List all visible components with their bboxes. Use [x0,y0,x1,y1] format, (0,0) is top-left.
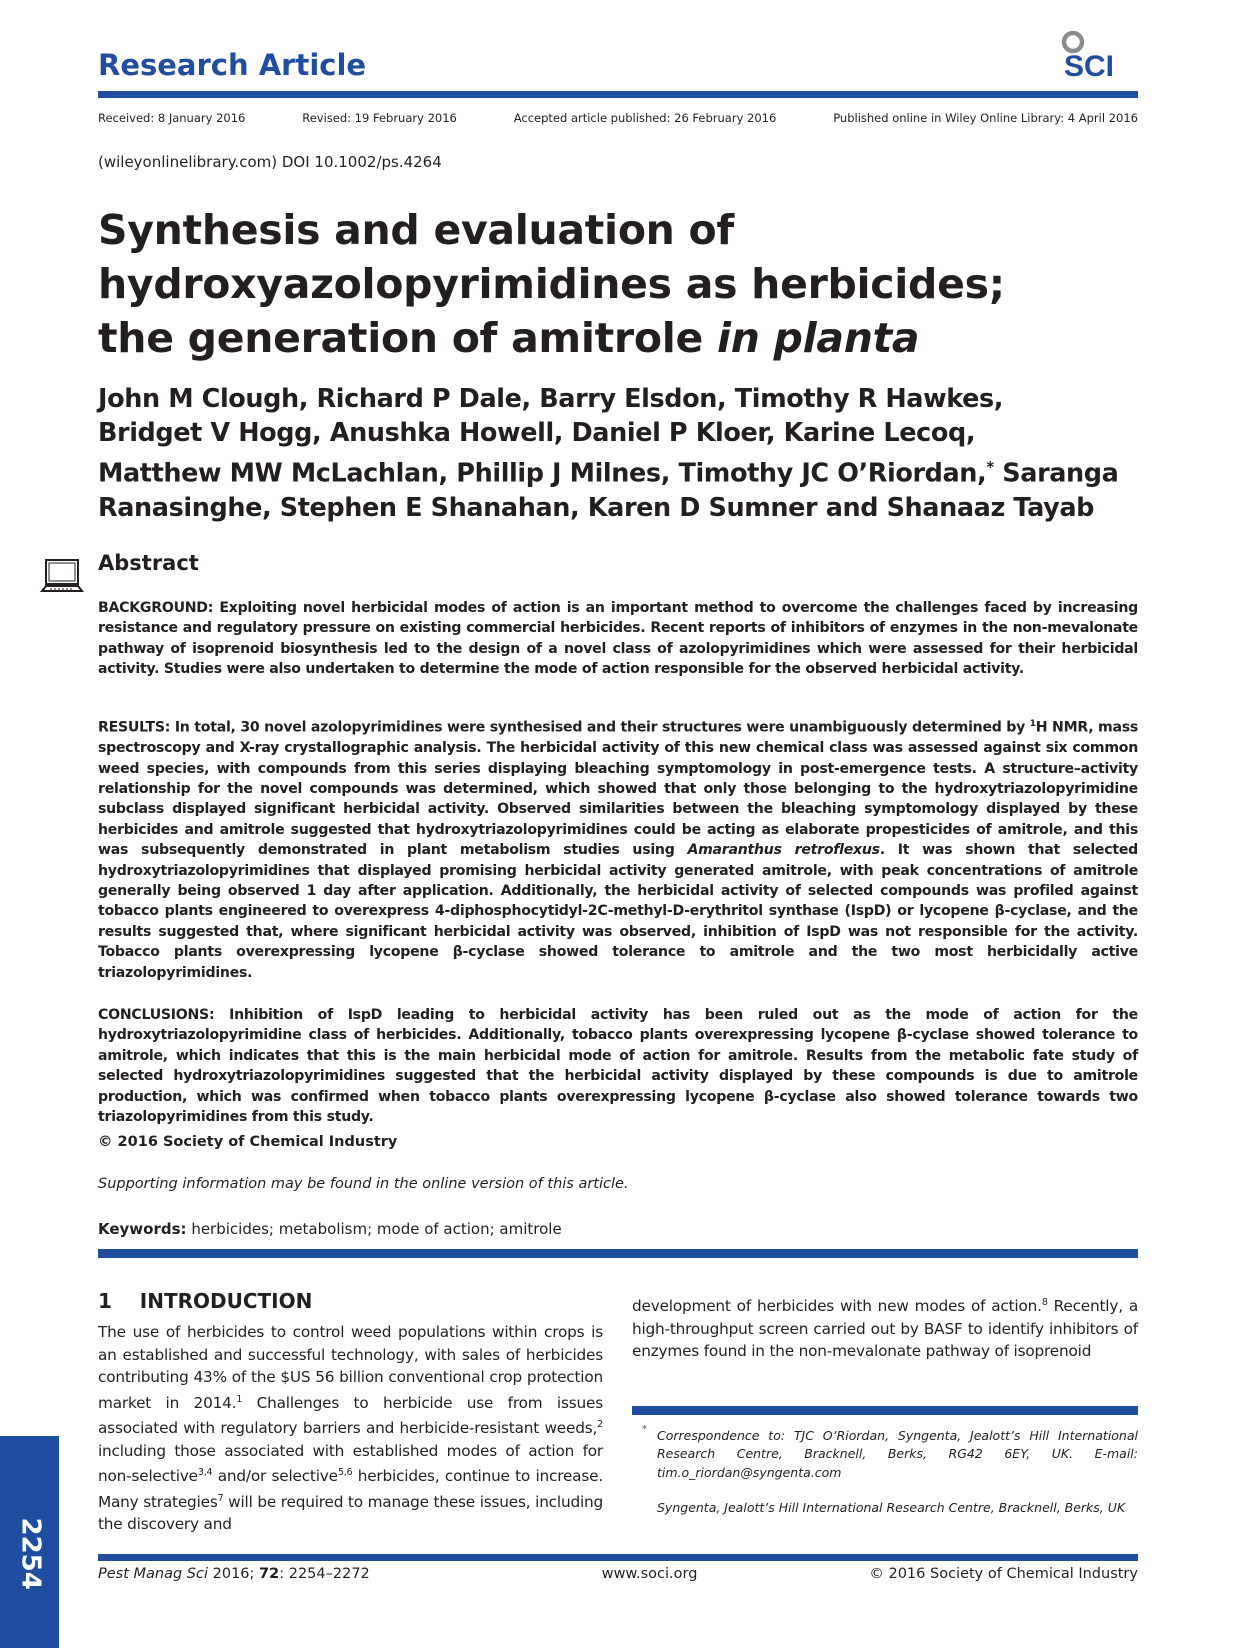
website-link[interactable]: www.soci.org [601,1566,698,1582]
title-line-1: Synthesis and evaluation of [98,206,734,254]
page-number: 2254 [15,1517,46,1590]
section-heading-introduction: 1 INTRODUCTION [98,1289,313,1313]
sci-logo [1052,28,1137,84]
authors-line-4: Ranasinghe, Stephen E Shanahan, Karen D Sumner and Shanaaz Tayab [98,492,1095,523]
authors-line-3: Matthew MW McLachlan, Phillip J Milnes, Timothy JC O’Riordan,* Saranga [98,458,1119,489]
accepted-date: Accepted article published: 26 February 2016 [513,111,777,125]
footnote-rule [632,1406,1138,1415]
abstract-heading: Abstract [98,551,199,575]
footnote-marker: * [642,1424,647,1435]
abstract-copyright: © 2016 Society of Chemical Industry [98,1134,398,1150]
title-italic: in planta [716,314,920,362]
correspondence-footnote: Correspondence to: TJC O’Riordan, Syngenta, Jealott’s Hill International Research Centre, Bracknell, Berks, RG42 6EY, UK. E-mail: tim.o_riordan@syngenta.com [657,1428,1138,1480]
page-footer [98,1566,1138,1582]
abstract-background: BACKGROUND: Exploiting novel herbicidal modes of action is an important method to overcome the challenges faced by increasing resistance and regulatory pressure on existing commercial herbicides. Recent reports of inhibitors of enzymes in the non-mevalonate pathway of isoprenoid biosynthesis led to the design of a novel class of azolopyrimidines which were assessed for their herbicidal activity. Studies were also undertaken to determine the mode of action responsible for the observed herbicidal activity. [98,600,1138,678]
footer-copyright: © 2016 Society of Chemical Industry [869,1566,1138,1582]
correspondence-marker: * [986,458,994,476]
title-line-3: the generation of amitrole in planta [98,314,920,362]
journal-citation: Pest Manag Sci 2016; 72: 2254–2272 [98,1566,370,1582]
supporting-info-note: Supporting information may be found in the online version of this article. [98,1176,629,1192]
authors-line-1: John M Clough, Richard P Dale, Barry Elsdon, Timothy R Hawkes, [98,384,1004,414]
authors-line-2: Bridget V Hogg, Anushka Howell, Daniel P Kloer, Karine Lecoq, [98,418,976,448]
article-type-label: Research Article [98,48,367,82]
title-line-2: hydroxyazolopyrimidines as herbicides; [98,260,1005,308]
affiliation-footnote: Syngenta, Jealott’s Hill International Research Centre, Bracknell, Berks, UK [657,1500,1126,1515]
keywords [98,1220,562,1238]
author-list [98,382,1158,525]
abstract-conclusions: CONCLUSIONS: Inhibition of IspD leading to herbicidal activity has been ruled out as the mode of action for the hydroxytriazolopyrimidine class of herbicides. Additionally, tobacco plants overexpressing lycopene β-cyclase showed tolerance to amitrole, which indicates that this is the main herbicidal mode of action for amitrole. Results from the metabolic fate study of selected hydroxytriazolopyrimidines suggested that the herbicidal activity displayed by these compounds is due to amitrole production, which was confirmed when tobacco plants overexpressing lycopene β-cyclase also showed tolerance towards two triazolopyrimidines from this study. [98,1007,1138,1126]
article-title [98,203,1138,365]
abstract-results: RESULTS: In total, 30 novel azolopyrimidines were synthesised and their structures were unambiguously determined by $^1$H NMR, mass spectroscopy and X-ray crystallographic analysis. The herbicidal activity of this new chemical class was assessed against six common weed species, with compounds from this series displaying bleaching symptomology in post-emergence tests. A structure–activity relationship for the novel compounds was determined, which showed that only those belonging to the hydroxytriazolopyrimidine subclass displayed significant herbicidal activity. Observed similarities between the bleaching symptomology displayed by these herbicides and amitrole suggested that hydroxytriazolopyrimidines could be acting as elaborate propesticides of amitrole, and this was subsequently demonstrated in plant metabolism studies using Amaranthus retroflexus. It was shown that selected hydroxytriazolopyrimidines that displayed promising herbicidal activity generated amitrole, with peak concentrations of amitrole generally being observed 1 day after application. Additionally, the herbicidal activity of selected compounds was profiled against tobacco plants engineered to overexpress 4-diphosphocytidyl-2C-methyl-D-erythritol synthase (IspD) or lycopene β-cyclase, and the results suggested that, where significant herbicidal activity was observed, inhibition of IspD was not responsible for the activity. Tobacco plants overexpressing lycopene β-cyclase showed tolerance to amitrole and the two most herbicidally active triazolopyrimidines. [98,719,1138,981]
article-dates [98,111,1138,125]
laptop-icon [40,557,84,601]
species-name: Amaranthus retroflexus [687,842,880,859]
sci-logo-text: SCI [1064,50,1115,83]
revised-date: Revised: 19 February 2016 [302,111,457,125]
intro-column-left: The use of herbicides to control weed populations within crops is an established and successful technology, with sales of herbicides contributing 43% of the $US 56 billion conventional crop protection market in 2014.$^1$ Challenges to herbicide use from issues associated with regulatory barriers and herbicide-resistant weeds,$^2$ including those associated with established modes of action for non-selective$^{3,4}$ and/or selective$^{5,6}$ herbicides, continue to increase. Many strategies$^7$ will be required to manage these issues, including the discovery and [98,1323,604,1534]
abstract-rule [98,1249,1138,1258]
header-rule [98,91,1138,98]
intro-column-right: development of herbicides with new modes of action.$^8$ Recently, a high-throughput screen carried out by BASF to identify inhibitors of enzymes found in the non-mevalonate pathway of isoprenoid [632,1297,1138,1361]
footer-rule [98,1554,1138,1561]
published-date: Published online in Wiley Online Library: 4 April 2016 [833,111,1138,125]
keywords-value: herbicides; metabolism; mode of action; amitrole [186,1220,562,1238]
received-date: Received: 8 January 2016 [98,111,246,125]
keywords-label: Keywords: [98,1220,187,1238]
doi-line: (wileyonlinelibrary.com) DOI 10.1002/ps.4264 [98,153,442,171]
